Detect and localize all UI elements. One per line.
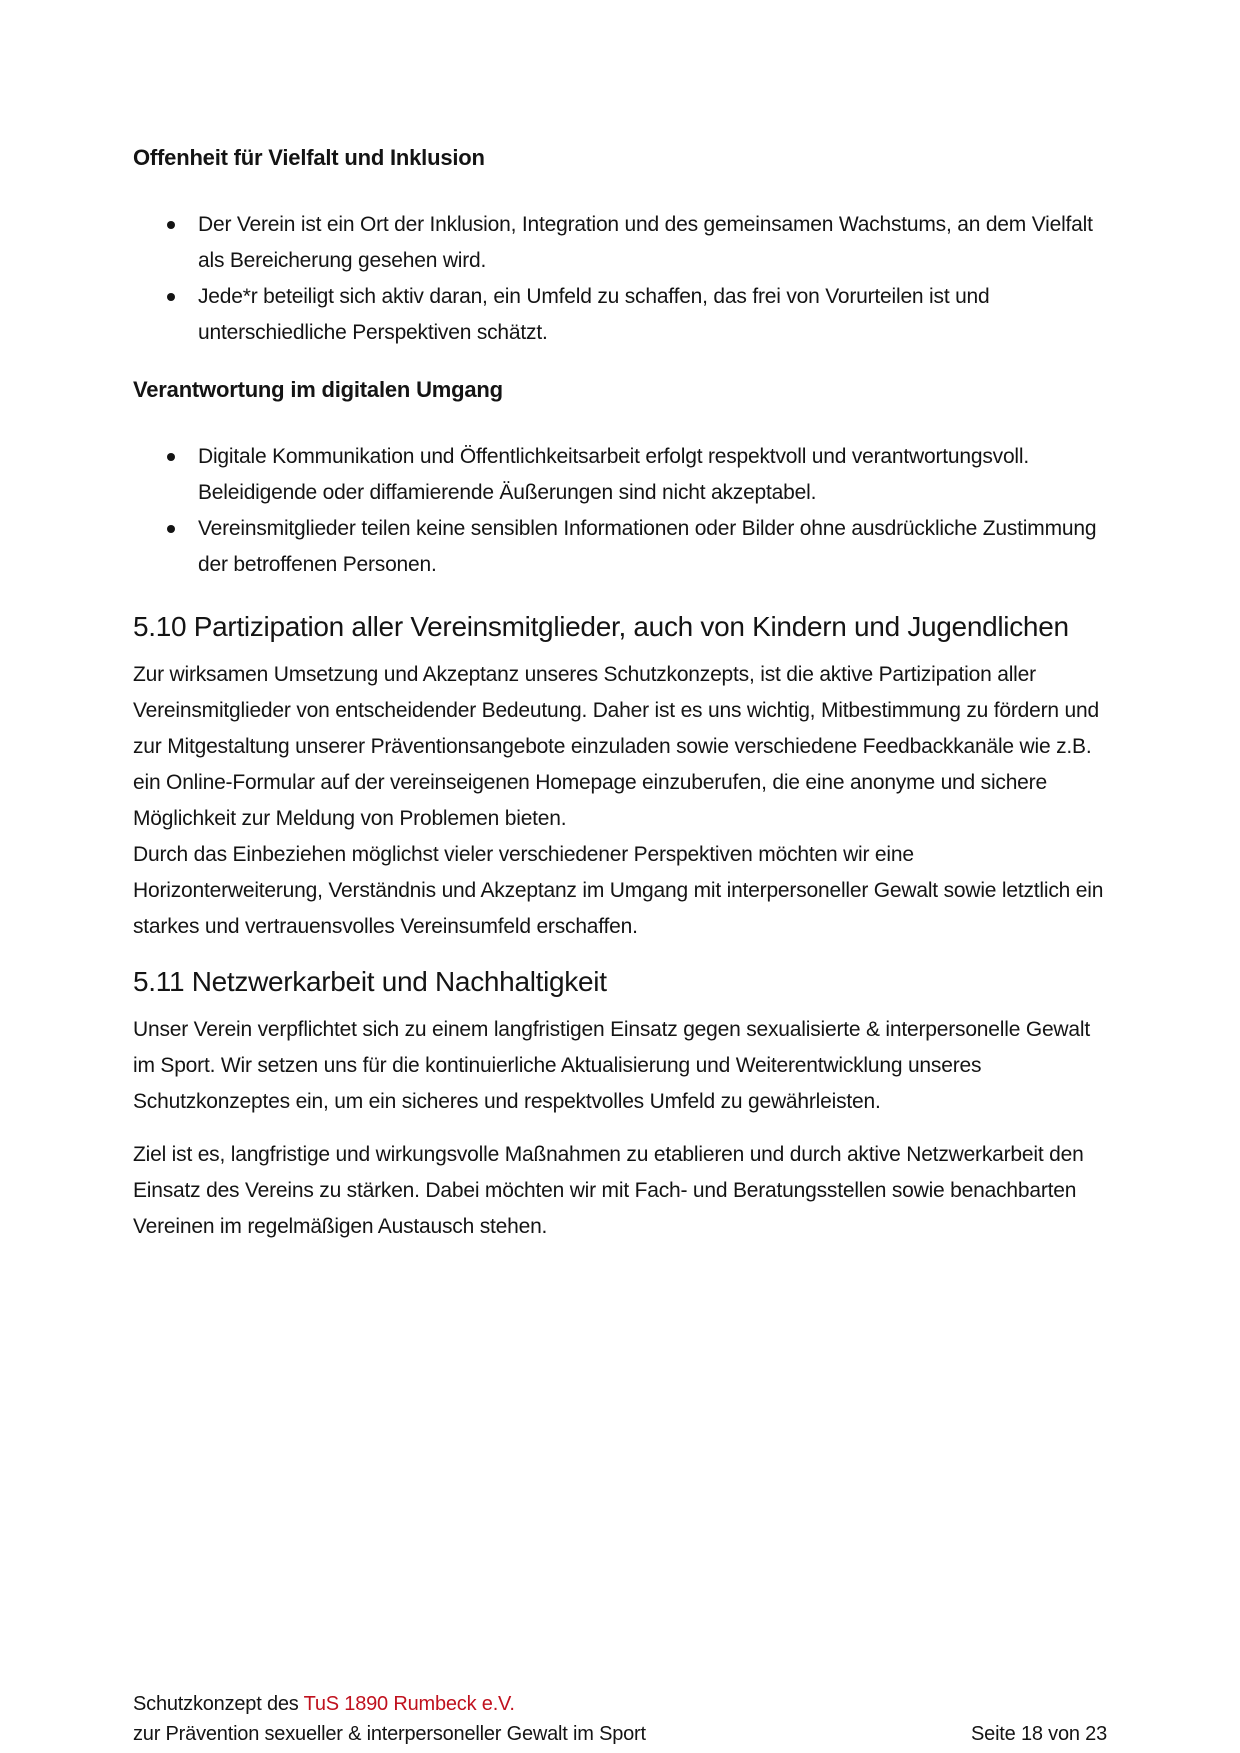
paragraph-verpflichtung: Unser Verein verpflichtet sich zu einem langfristigen Einsatz gegen sexualisierte & interpersonelle Gewalt im Sport. Wir setzen uns für die kontinuierliche Aktualisierung und Weiterentwicklung unseres Schutzkonzeptes ein, um ein sicheres und respektvolles Umfeld zu gewährleisten. — [133, 1018, 1090, 1113]
bullet-icon — [167, 221, 175, 229]
paragraph-ziel: Ziel ist es, langfristige und wirkungsvolle Maßnahmen zu etablieren und durch aktive Netzwerkarbeit den Einsatz des Vereins zu stärken. Dabei möchten wir mit Fach- und Beratungsstellen sowie benachbarten Vereinen im regelmäßigen Austausch stehen. — [133, 1143, 1084, 1238]
section-heading-5-11: 5.11 Netzwerkarbeit und Nachhaltigkeit — [133, 966, 607, 997]
bullet-icon — [167, 293, 175, 301]
list-item — [133, 279, 1108, 351]
subsection-heading-offenheit: Offenheit für Vielfalt und Inklusion — [133, 145, 485, 170]
list-item — [133, 207, 1108, 279]
paragraph-einbeziehen: Durch das Einbeziehen möglichst vieler verschiedener Perspektiven möchten wir eine Horizonterweiterung, Verständnis und Akzeptanz im Umgang mit interpersoneller Gewalt sowie letztlich ein starkes und vertrauensvolles Vereinsumfeld erschaffen. — [133, 843, 1104, 938]
list-item-text: Der Verein ist ein Ort der Inklusion, Integration und des gemeinsamen Wachstums, an dem Vielfalt als Bereicherung gesehen wird. — [198, 213, 1093, 272]
page-footer — [133, 1689, 1107, 1749]
subsection-heading-digital: Verantwortung im digitalen Umgang — [133, 377, 503, 402]
footer-club-name: TuS 1890 Rumbeck e.V. — [303, 1693, 515, 1715]
list-item-text: Vereinsmitglieder teilen keine sensiblen Informationen oder Bilder ohne ausdrückliche Zustimmung der betroffenen Personen. — [198, 517, 1097, 576]
bullet-list-digital — [133, 439, 1108, 583]
section-heading-5-10: 5.10 Partizipation aller Vereinsmitglieder, auch von Kindern und Jugendlichen — [133, 611, 1069, 642]
page-number: Seite 18 von 23 — [971, 1723, 1107, 1745]
list-item-text: Jede*r beteiligt sich aktiv daran, ein Umfeld zu schaffen, das frei von Vorurteilen ist und unterschiedliche Perspektiven schätzt. — [198, 285, 990, 344]
bullet-icon — [167, 453, 175, 461]
footer-subtitle-line — [133, 1719, 1107, 1749]
page-content — [133, 143, 1108, 1262]
bullet-list-vielfalt — [133, 207, 1108, 351]
list-item-text: Digitale Kommunikation und Öffentlichkeitsarbeit erfolgt respektvoll und verantwortungsvoll. Beleidigende oder diffamierende Äußerungen sind nicht akzeptabel. — [198, 445, 1029, 504]
footer-doc-title: Schutzkonzept des — [133, 1693, 304, 1715]
list-item — [133, 439, 1108, 511]
footer-title-line — [133, 1689, 1107, 1719]
paragraph-partizipation: Zur wirksamen Umsetzung und Akzeptanz unseres Schutzkonzepts, ist die aktive Partizipation aller Vereinsmitglieder von entscheidender Bedeutung. Daher ist es uns wichtig, Mitbestimmung zu fördern und zur Mitgestaltung unserer Präventionsangebote einzuladen sowie verschiedene Feedbackkanäle wie z.B. ein Online-Formular auf der vereinseigenen Homepage einzuberufen, die eine anonyme und sichere Möglichkeit zur Meldung von Problemen bieten. — [133, 663, 1099, 830]
bullet-icon — [167, 525, 175, 533]
footer-doc-subtitle: zur Prävention sexueller & interpersoneller Gewalt im Sport — [133, 1723, 646, 1745]
list-item — [133, 511, 1108, 583]
